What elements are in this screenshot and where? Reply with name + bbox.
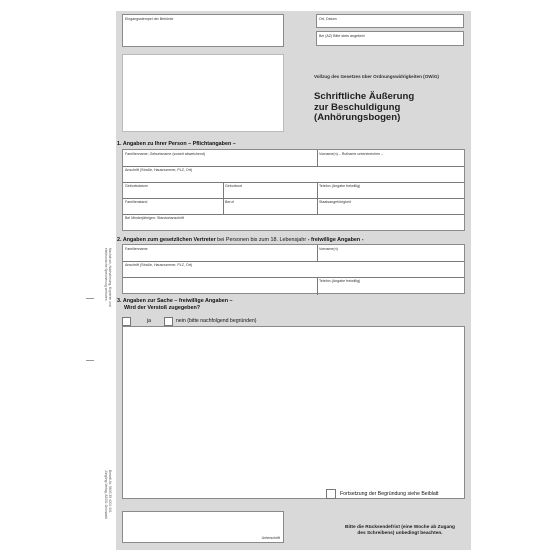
continuation-checkbox[interactable]	[326, 489, 336, 499]
authority-stamp-label: Eingangsstempel der Behörde	[125, 16, 174, 21]
profession-field[interactable]: Beruf	[225, 199, 234, 204]
phone-field[interactable]: Telefon (Angabe freiwillig)	[319, 183, 361, 188]
row-divider	[123, 198, 464, 199]
first-names-field[interactable]: Vorname(n) – Rufname unterstreichen –	[319, 151, 384, 156]
side-note-line: Nachdruck, Nachahmung, Kopieren und	[108, 248, 112, 307]
nationality-field[interactable]: Staatsangehörigkeit	[319, 199, 351, 204]
section2-table	[122, 244, 465, 294]
signature-label: Unterschrift	[261, 536, 280, 540]
order-line: Jüngling-Verlag, 82031 Grünwald	[104, 470, 108, 519]
file-reference-field[interactable]	[316, 31, 464, 46]
row-divider	[123, 277, 464, 278]
section3-title-text: Angaben zur Sache – freiwillige Angaben –	[122, 298, 233, 304]
marital-status-field[interactable]: Familienstand	[125, 199, 148, 204]
col-divider	[317, 245, 318, 261]
address-field[interactable]: Anschrift (Straße, Hausnummer, PLZ, Ort)	[125, 167, 193, 172]
order-number-side-note	[104, 470, 112, 519]
no-label: nein (bitte nachfolgend begründen)	[176, 318, 257, 324]
section2-number: 2.	[117, 237, 122, 243]
copyright-side-note	[104, 248, 112, 307]
section3-question: Wird der Verstoß zugegeben?	[124, 305, 201, 311]
side-note-line: elektronische Speicherung verboten	[104, 248, 108, 301]
no-checkbox[interactable]	[164, 317, 173, 326]
section1-title	[117, 141, 236, 147]
authority-stamp-box[interactable]	[122, 14, 284, 47]
guardian-address-field[interactable]: Bei Minderjährigen: Standortanschrift	[125, 215, 185, 220]
address-window-box	[122, 54, 284, 132]
col-divider	[223, 182, 224, 214]
section2-title-text: Angaben zum gesetzlichen Vertreter	[122, 237, 216, 243]
section3-title	[117, 298, 233, 312]
law-reference: Vollzug des Gesetzes über Ordnungswidrigkeiten (OWiG)	[314, 74, 439, 79]
deadline-note-line: Bitte die Rücksendefrist (eine Woche ab Zugang	[345, 525, 455, 530]
fold-mark	[86, 360, 94, 361]
deadline-note-line: des Schreibens) unbedingt beachten.	[357, 531, 443, 536]
guardian-surname-field[interactable]: Familienname	[125, 246, 148, 251]
deadline-note	[330, 525, 470, 537]
section1-table	[122, 149, 465, 231]
row-divider	[123, 182, 464, 183]
guardian-phone-field[interactable]: Telefon (Angabe freiwillig)	[319, 278, 361, 283]
yes-checkbox[interactable]	[122, 317, 131, 326]
continuation-label: Fortsetzung der Begründung siehe Beiblatt	[340, 491, 439, 497]
fold-mark	[86, 298, 94, 299]
order-line: Bestell-Nr. 5603 35 4001 001	[108, 470, 112, 513]
section3-number: 3.	[117, 298, 122, 304]
guardian-address-field[interactable]: Anschrift (Straße, Hausnummer, PLZ, Ort)	[125, 262, 193, 267]
col-divider	[317, 150, 318, 166]
col-divider	[317, 277, 318, 295]
col-divider	[317, 182, 318, 214]
section1-title-text: Angaben zu Ihrer Person – Pflichtangaben –	[122, 141, 236, 147]
statement-textarea[interactable]	[122, 326, 465, 499]
signature-box[interactable]	[122, 511, 284, 543]
birth-date-field[interactable]: Geburtsdatum	[125, 183, 148, 188]
form-title	[314, 92, 414, 124]
title-line: zur Beschuldigung	[314, 101, 401, 113]
section1-number: 1.	[117, 141, 122, 147]
guardian-first-names-field[interactable]: Vorname(n)	[319, 246, 338, 251]
birth-place-field[interactable]: Geburtsort	[225, 183, 242, 188]
yes-label: ja	[147, 318, 152, 324]
title-line: (Anhörungsbogen)	[314, 112, 401, 123]
place-date-field[interactable]	[316, 14, 464, 28]
surname-field[interactable]: Familienname, Geburtsname (soweit abweichend)	[125, 151, 206, 156]
title-line: Schriftliche Äußerung	[314, 91, 415, 102]
section2-title-normal: bei Personen bis zum 18. Lebensjahr	[215, 237, 308, 243]
file-reference-label: Bei (AZ) Bitte stets angeben!	[319, 33, 365, 38]
section2-title	[117, 237, 364, 243]
place-date-label: Ort, Datum	[319, 16, 337, 21]
section2-title-tail: - freiwillige Angaben -	[307, 237, 364, 243]
